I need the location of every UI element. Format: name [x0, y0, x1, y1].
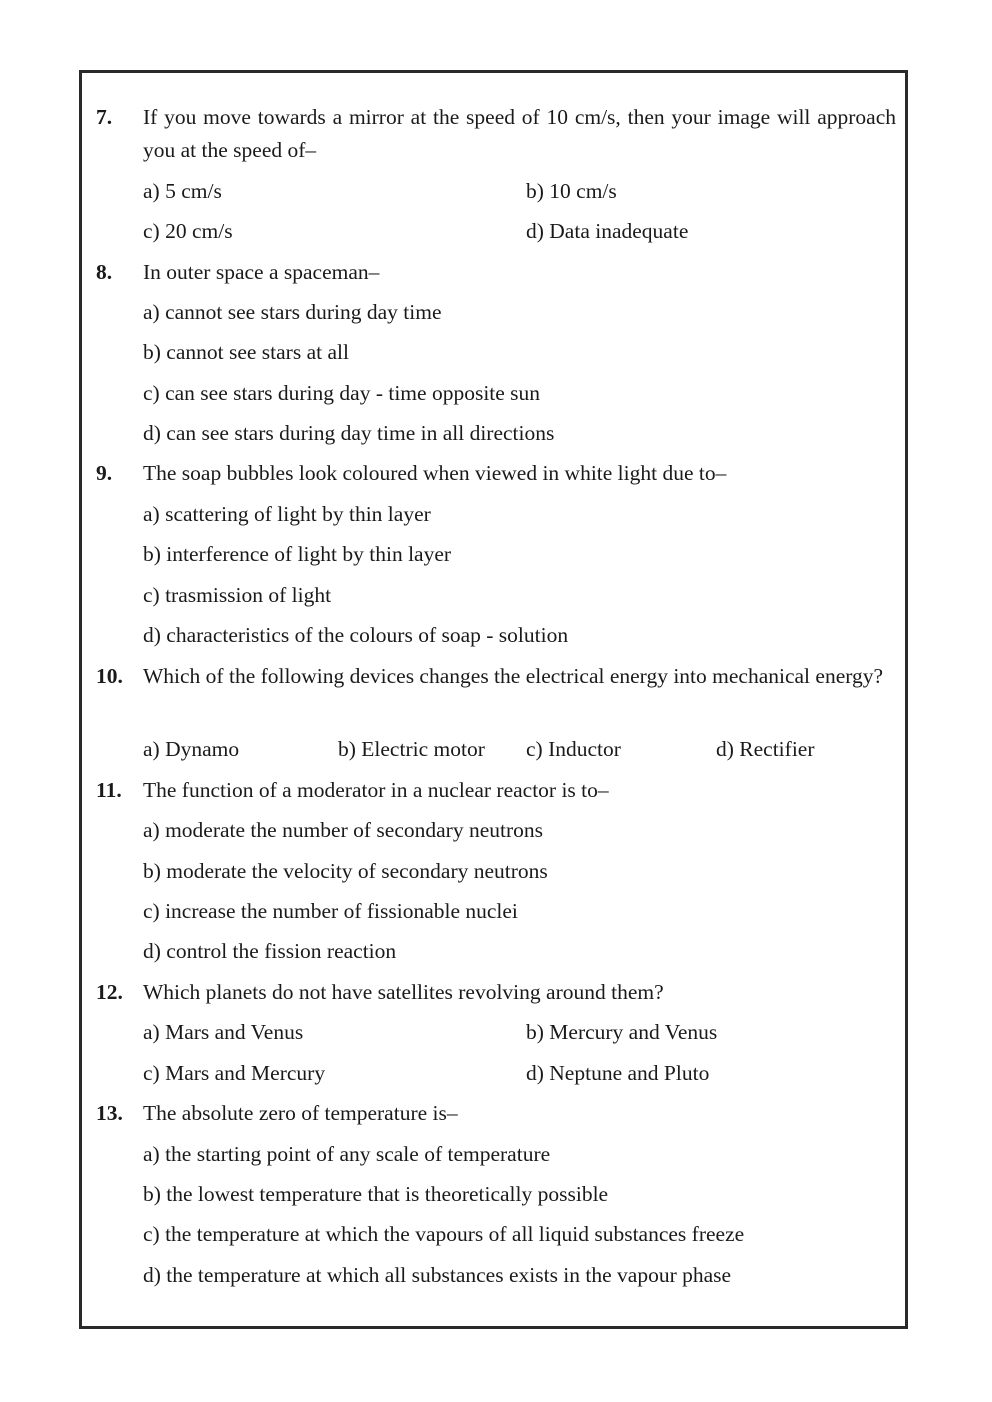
- option-a: a) the starting point of any scale of temperature: [143, 1142, 551, 1166]
- option-d: d) characteristics of the colours of soap - solution: [143, 623, 569, 647]
- option-c: c) trasmission of light: [143, 583, 332, 607]
- option-c: c) can see stars during day - time opposite sun: [143, 381, 541, 405]
- question-text: The function of a moderator in a nuclear reactor is to–: [143, 778, 609, 802]
- option-d: d) can see stars during day time in all directions: [143, 421, 555, 445]
- option-b: b) Mercury and Venus: [526, 1020, 718, 1044]
- question-9: [96, 457, 896, 490]
- option-c: c) Mars and Mercury: [143, 1061, 326, 1085]
- question-13: [96, 1097, 896, 1130]
- option-a: a) scattering of light by thin layer: [143, 502, 431, 526]
- option-a: a) Dynamo: [143, 737, 240, 761]
- question-number: 13.: [96, 1101, 123, 1125]
- question-text: Which planets do not have satellites revolving around them?: [143, 980, 664, 1004]
- option-d: d) control the fission reaction: [143, 939, 397, 963]
- option-b: b) moderate the velocity of secondary neutrons: [143, 859, 548, 883]
- option-b: b) the lowest temperature that is theoretically possible: [143, 1182, 609, 1206]
- option-c: c) the temperature at which the vapours of all liquid substances freeze: [143, 1222, 745, 1246]
- question-text: The absolute zero of temperature is–: [143, 1101, 458, 1125]
- option-d: d) Data inadequate: [526, 219, 689, 243]
- question-number: 10.: [96, 664, 123, 688]
- option-b: b) 10 cm/s: [526, 179, 617, 203]
- question-number: 12.: [96, 980, 123, 1004]
- question-number: 7.: [96, 105, 113, 129]
- question-8: [96, 256, 896, 289]
- option-b: b) cannot see stars at all: [143, 340, 349, 364]
- option-c: c) increase the number of fissionable nuclei: [143, 899, 518, 923]
- option-d: d) Neptune and Pluto: [526, 1061, 710, 1085]
- question-number: 11.: [96, 778, 122, 802]
- option-b: b) interference of light by thin layer: [143, 542, 452, 566]
- question-7: [96, 101, 896, 167]
- question-text: In outer space a spaceman–: [143, 260, 380, 284]
- option-a: a) moderate the number of secondary neutrons: [143, 818, 543, 842]
- question-text: If you move towards a mirror at the speed of 10 cm/s, then your image will approach you at the speed of–: [143, 105, 896, 162]
- question-10: [96, 660, 896, 693]
- option-a: a) cannot see stars during day time: [143, 300, 442, 324]
- option-d: d) Rectifier: [716, 737, 815, 761]
- question-number: 8.: [96, 260, 113, 284]
- option-a: a) 5 cm/s: [143, 179, 222, 203]
- question-text: The soap bubbles look coloured when viewed in white light due to–: [143, 461, 727, 485]
- question-text: Which of the following devices changes the electrical energy into mechanical energy?: [143, 664, 884, 688]
- option-c: c) 20 cm/s: [143, 219, 233, 243]
- question-number: 9.: [96, 461, 113, 485]
- option-d: d) the temperature at which all substances exists in the vapour phase: [143, 1263, 732, 1287]
- option-b: b) Electric motor: [338, 737, 485, 761]
- option-c: c) Inductor: [526, 737, 621, 761]
- option-a: a) Mars and Venus: [143, 1020, 304, 1044]
- question-11: [96, 774, 896, 807]
- question-12: [96, 976, 896, 1009]
